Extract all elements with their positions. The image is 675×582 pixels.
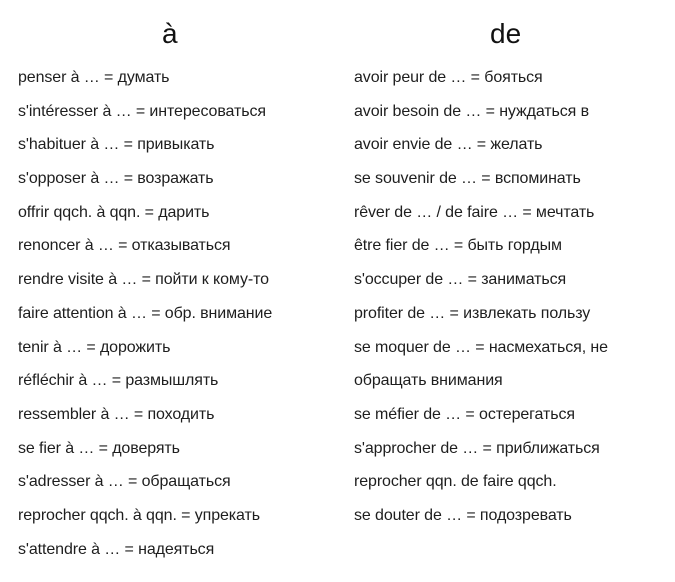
list-item: rêver de … / de faire … = мечтать <box>354 203 595 221</box>
column-de-heading: de <box>490 18 522 49</box>
list-item: rendre visite à … = пойти к кому-то <box>18 271 269 289</box>
list-item: reprocher qqn. de faire qqch. <box>354 473 557 491</box>
list-item: s'habituer à … = привыкать <box>18 136 215 154</box>
list-item: s'occuper de … = заниматься <box>354 271 567 289</box>
column-de-list <box>354 66 608 538</box>
list-item: penser à … = думать <box>18 69 170 86</box>
list-item: ressembler à … = походить <box>18 405 215 423</box>
list-item: offrir qqch. à qqn. = дарить <box>18 203 210 221</box>
list-item: réfléchir à … = размышлять <box>18 372 219 390</box>
list-item: se méfier de … = остерегаться <box>354 405 575 423</box>
list-item: se fier à … = доверять <box>18 439 180 457</box>
list-item: renoncer à … = отказываться <box>18 237 231 255</box>
list-item: avoir envie de … = желать <box>354 136 543 154</box>
list-item: s'opposer à … = возражать <box>18 170 214 188</box>
list-item: s'intéresser à … = интересоваться <box>18 102 266 120</box>
list-item: se moquer de … = насмехаться, не <box>354 338 608 356</box>
list-item: avoir besoin de … = нуждаться в <box>354 102 589 120</box>
list-item: avoir peur de … = бояться <box>354 69 543 86</box>
list-item: se souvenir de … = вспоминать <box>354 170 581 188</box>
list-item: обращать внимания <box>354 372 503 390</box>
list-item: faire attention à … = обр. внимание <box>18 304 273 322</box>
list-item: s'adresser à … = обращаться <box>18 473 231 491</box>
list-item: profiter de … = извлекать пользу <box>354 304 591 322</box>
list-item: tenir à … = дорожить <box>18 338 171 356</box>
list-item: reprocher qqch. à qqn. = упрекать <box>18 506 260 524</box>
list-item: s'approcher de … = приближаться <box>354 439 600 457</box>
list-item: s'attendre à … = надеяться <box>18 540 215 558</box>
column-a-heading: à <box>162 18 178 49</box>
list-item: être fier de … = быть гордым <box>354 237 562 255</box>
column-a-list <box>18 66 272 571</box>
list-item: se douter de … = подозревать <box>354 506 572 524</box>
